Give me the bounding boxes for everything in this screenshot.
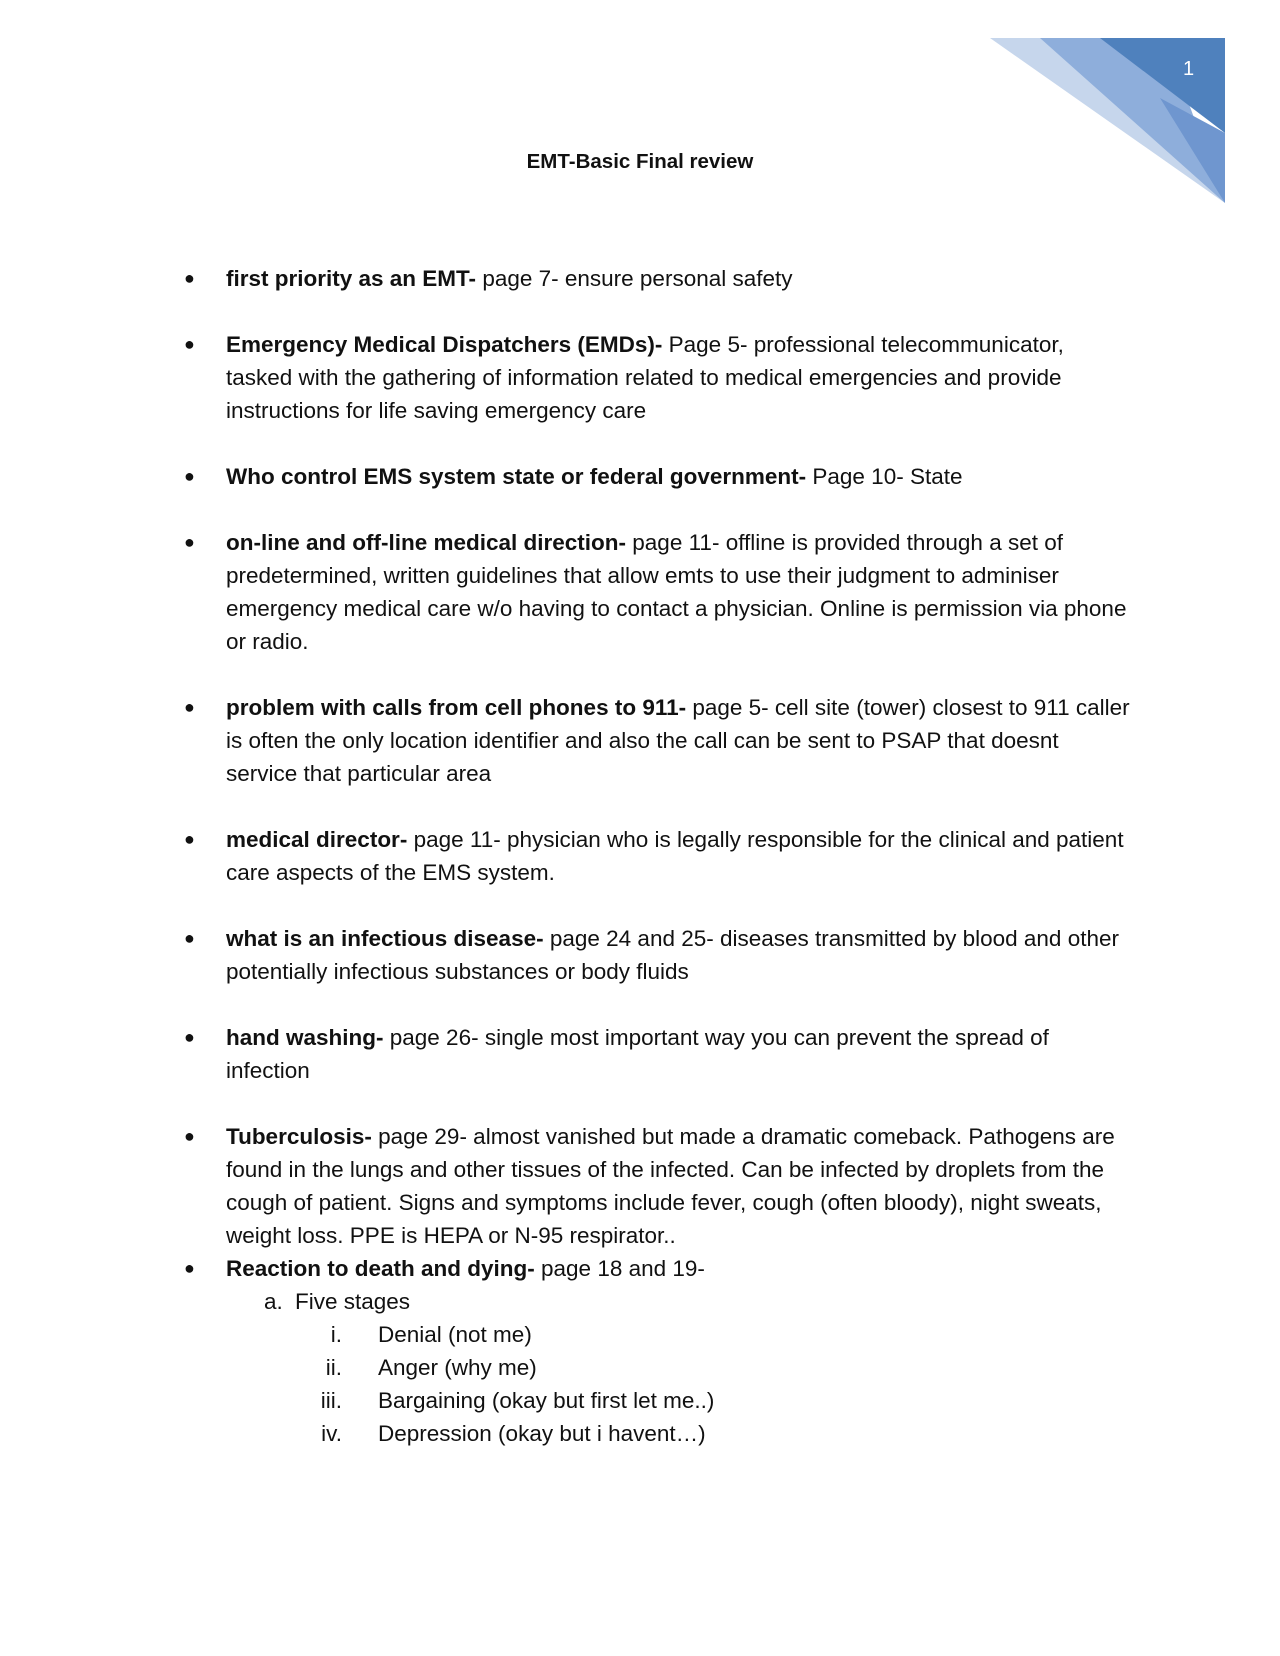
item-term: Tuberculosis- <box>226 1124 372 1149</box>
stage-marker: iii. <box>320 1388 342 1413</box>
item-term: on-line and off-line medical direction- <box>226 530 627 555</box>
stage-text: Denial (not me) <box>378 1322 532 1347</box>
item-term: medical director- <box>226 827 408 852</box>
list-item <box>176 1021 1136 1087</box>
stage-text: Depression (okay but i havent…) <box>378 1421 706 1446</box>
item-term: first priority as an EMT- <box>226 266 477 291</box>
stage-item <box>264 1417 1136 1450</box>
stage-marker: i. <box>330 1322 342 1347</box>
sub-list-item <box>264 1285 1136 1318</box>
sub-item-text: Five stages <box>295 1289 411 1314</box>
stage-text: Bargaining (okay but first let me..) <box>378 1388 715 1413</box>
stage-marker: ii. <box>325 1355 342 1380</box>
bullet-icon: ● <box>184 466 195 486</box>
list-item <box>176 526 1136 658</box>
review-list <box>176 262 1136 1450</box>
list-item <box>176 922 1136 988</box>
stage-item <box>264 1351 1136 1384</box>
list-item <box>176 1252 1136 1450</box>
list-item <box>176 823 1136 889</box>
list-item <box>176 328 1136 427</box>
item-term: Who control EMS system state or federal government- <box>226 464 807 489</box>
item-term: Reaction to death and dying- <box>226 1256 535 1281</box>
item-text: Page 5- professional telecommunicator, tasked with the gathering of information related to medical emergencies and provide instructions for life saving emergency care <box>226 332 1064 423</box>
item-text: page 11- offline is provided through a set of predetermined, written guidelines that allow emts to use their judgment to adminiser emergency medical care w/o having to contact a physician. Online is permission via phone or radio. <box>226 530 1127 654</box>
list-item <box>176 262 1136 295</box>
item-text: Page 10- State <box>806 464 963 489</box>
bullet-icon: ● <box>184 928 195 948</box>
item-text: page 7- ensure personal safety <box>476 266 793 291</box>
sub-list <box>226 1285 1136 1450</box>
item-term: Emergency Medical Dispatchers (EMDs)- <box>226 332 663 357</box>
item-term: what is an infectious disease- <box>226 926 544 951</box>
bullet-icon: ● <box>184 1027 195 1047</box>
stage-marker: iv. <box>321 1421 342 1446</box>
list-item <box>176 691 1136 790</box>
stage-text: Anger (why me) <box>378 1355 537 1380</box>
item-text: page 24 and 25- diseases transmitted by blood and other potentially infectious substances or body fluids <box>226 926 1119 984</box>
item-text: page 11- physician who is legally responsible for the clinical and patient care aspects of the EMS system. <box>226 827 1124 885</box>
stage-item <box>264 1318 1136 1351</box>
page-number: 1 <box>1183 58 1195 80</box>
item-text: page 18 and 19- <box>534 1256 705 1281</box>
item-text: page 5- cell site (tower) closest to 911 caller is often the only location identifier and also the call can be sent to PSAP that doesnt service that particular area <box>226 695 1130 786</box>
stage-item <box>264 1384 1136 1417</box>
bullet-icon: ● <box>184 1258 195 1278</box>
bullet-icon: ● <box>184 829 195 849</box>
bullet-icon: ● <box>184 532 195 552</box>
item-term: hand washing- <box>226 1025 384 1050</box>
item-text: page 29- almost vanished but made a dramatic comeback. Pathogens are found in the lungs and other tissues of the infected. Can be infected by droplets from the cough of patient. Signs and symptoms include fever, cough (often bloody), night sweats, weight loss. PPE is HEPA or N-95 respirator.. <box>226 1124 1115 1248</box>
list-item <box>176 460 1136 493</box>
item-term: problem with calls from cell phones to 911- <box>226 695 687 720</box>
bullet-icon: ● <box>184 1126 195 1146</box>
sub-marker: a. <box>264 1289 283 1314</box>
item-text: page 26- single most important way you can prevent the spread of infection <box>226 1025 1049 1083</box>
list-item <box>176 1120 1136 1252</box>
bullet-icon: ● <box>184 268 195 288</box>
bullet-icon: ● <box>184 334 195 354</box>
corner-decoration <box>990 38 1240 203</box>
bullet-icon: ● <box>184 697 195 717</box>
document-title: EMT-Basic Final review <box>526 150 754 173</box>
